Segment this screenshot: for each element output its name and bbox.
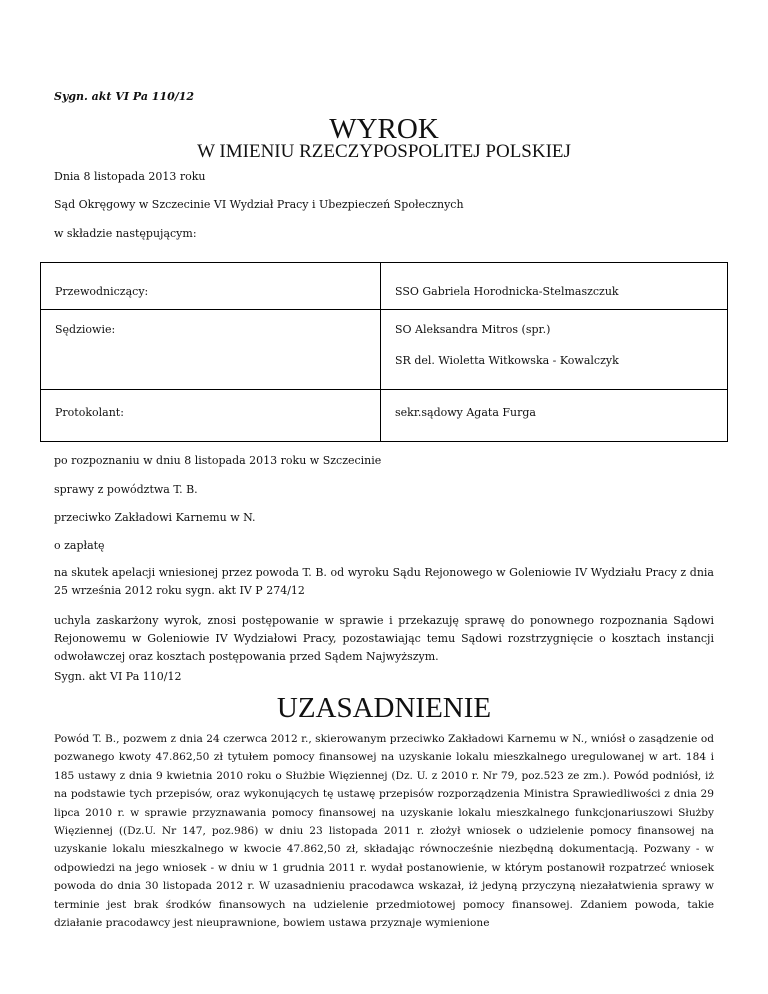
composition-cell: [41, 390, 381, 442]
presiding-judge: SSO Gabriela Horodnicka-Stelmaszczuk: [395, 285, 619, 298]
composition-cell: [381, 310, 728, 390]
case-signature-header: Sygn. akt VI Pa 110/12: [54, 90, 195, 103]
composition-cell: [381, 263, 728, 310]
clerk-label: Protokolant:: [55, 406, 124, 419]
ruling-paragraph: uchyla zaskarżony wyrok, znosi postępowanie w sprawie i przekazuję sprawę do ponownego rozpoznania Sądowi Rejonowemu w Goleniowie IV Wydziałowi Pracy, pozostawiając temu Sądowi rozstrzygnięcie o kosztach instancji odwoławczej oraz kosztach postępowania przed Sądem Najwyższym.: [54, 614, 714, 663]
claim-plaintiff: sprawy z powództwa T. B.: [54, 483, 198, 496]
court-composition-table: [40, 262, 728, 442]
claim-defendant: przeciwko Zakładowi Karnemu w N.: [54, 511, 256, 524]
presiding-label: Przewodniczący:: [55, 285, 149, 298]
judge-2: SR del. Wioletta Witkowska - Kowalczyk: [395, 354, 619, 367]
judges-label: Sędziowie:: [55, 323, 116, 336]
case-signature-justification: Sygn. akt VI Pa 110/12: [54, 670, 182, 683]
document-subtitle: W IMIENIU RZECZYPOSPOLITEJ POLSKIEJ: [197, 141, 571, 162]
judgment-date: Dnia 8 listopada 2013 roku: [54, 170, 206, 183]
appeal-paragraph: na skutek apelacji wniesionej przez powoda T. B. od wyroku Sądu Rejonowego w Goleniowie IV Wydziału Pracy z dnia 25 września 2012 roku sygn. akt IV P 274/12: [54, 566, 714, 597]
justification-paragraph: Powód T. B., pozwem z dnia 24 czerwca 2012 r., skierowanym przeciwko Zakładowi Karnemu w N., wniósł o zasądzenie od pozwanego kwoty 47.862,50 zł tytułem pomocy finansowej na uzyskanie lokalu mieszkalnego uregulowanej w art. 184 i 185 ustawy z dnia 9 kwietnia 2010 roku o Służbie Więziennej (Dz. U. z 2010 r. Nr 79, poz.523 ze zm.). Powód podniósł, iż na podstawie tych przepisów, oraz wykonujących tę ustawę przepisów rozporządzenia Ministra Sprawiedliwości z dnia 29 lipca 2010 r. w sprawie przyznawania pomocy finansowej na uzyskanie lokalu mieszkalnego funkcjonariuszowi Służby Więziennej ((Dz.U. Nr 147, poz.986) w dniu 23 listopada 2011 r. złożył wniosek o udzielenie pomocy finansowej na uzyskanie lokalu mieszkalnego w kwocie 47.862,50 zł, składając równocześnie niezbędną dokumentacją. Pozwany - w odpowiedzi na jego wniosek - w dniu w 1 grudnia 2011 r. wydał postanowienie, w którym postanowił rozpatrzeć wniosek powoda do dnia 30 listopada 2012 r. W uzasadnieniu pracodawca wskazał, iż jedyną przyczyną niezałatwienia sprawy w terminie jest brak środków finansowych na udzielenie przedmiotowej pomocy finansowej. Zdaniem powoda, takie działanie pracodawcy jest nieuprawnione, bowiem ustawa przyznaje wymienione: [54, 733, 714, 930]
composition-cell: [41, 310, 381, 390]
court-name: Sąd Okręgowy w Szczecinie VI Wydział Pracy i Ubezpieczeń Społecznych: [54, 198, 464, 211]
justification-title: UZASADNIENIE: [276, 692, 492, 724]
composition-cell: [41, 263, 381, 310]
judge-1: SO Aleksandra Mitros (spr.): [395, 323, 551, 336]
composition-cell: [381, 390, 728, 442]
composition-row-clerk: [41, 390, 728, 442]
claim-subject: o zapłatę: [54, 539, 105, 552]
composition-row-judges: [41, 310, 728, 390]
court-clerk: sekr.sądowy Agata Furga: [395, 406, 536, 419]
composition-row-presiding: [41, 263, 728, 310]
document-title: WYROK: [329, 113, 439, 145]
hearing-info: po rozpoznaniu w dniu 8 listopada 2013 roku w Szczecinie: [54, 454, 382, 467]
composition-label: w składzie następującym:: [54, 227, 197, 240]
